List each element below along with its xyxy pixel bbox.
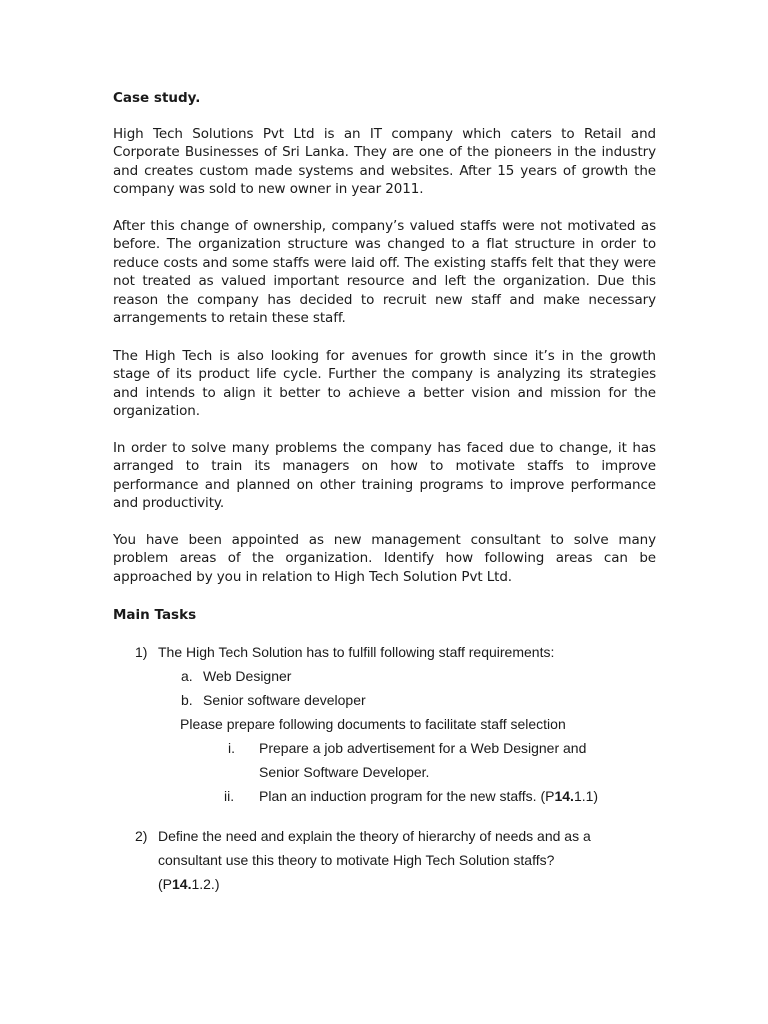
paragraph-intro: High Tech Solutions Pvt Ltd is an IT company which caters to Retail and Corporate Businesses of Sri Lanka. They are one of the pioneers in the industry and creates custom made systems and websites. After 15 years of growth the company was sold to new owner in year 2011. xyxy=(113,126,656,198)
ref-code-rest: 1.2.) xyxy=(191,876,220,892)
criteria-code-rest: 1.1) xyxy=(573,788,599,804)
task-2-line2: consultant use this theory to motivate High Tech Solution staffs? xyxy=(158,852,555,868)
task-2-number: 2) xyxy=(135,828,148,844)
main-tasks-heading: Main Tasks xyxy=(113,607,197,623)
ref-before: (P xyxy=(158,876,172,892)
document-text-line1: Prepare a job advertisement for a Web Designer and xyxy=(259,740,587,756)
document-text-main: Plan an induction program for the new staffs. (P xyxy=(259,788,555,804)
task-2-ref xyxy=(158,872,219,896)
task-1-text: The High Tech Solution has to fulfill following staff requirements: xyxy=(158,644,555,660)
task-2-line1: Define the need and explain the theory of hierarchy of needs and as a xyxy=(158,828,591,844)
task-1-number: 1) xyxy=(135,644,148,660)
sub-item-text: Senior software developer xyxy=(203,692,366,708)
paragraph-ownership: After this change of ownership, company’s valued staffs were not motivated as before. The organization structure was changed to a flat structure in order to reduce costs and some staffs were laid off. The existing staffs felt that they were not treated as valued important resource and left the organization. Due this reason the company has decided to recruit new staff and make necessary arrangements to retain these staff. xyxy=(113,218,656,327)
ref-code-bold: 14. xyxy=(172,876,192,892)
document-text-line2: Senior Software Developer. xyxy=(259,764,430,780)
paragraph-training: In order to solve many problems the company has faced due to change, it has arranged to train its managers on how to motivate staffs to improve performance and planned on other training programs to improve performance and productivity. xyxy=(113,440,656,512)
instruction-text: Please prepare following documents to facilitate staff selection xyxy=(180,716,566,732)
paragraph-consultant: You have been appointed as new management consultant to solve many problem areas of the organization. Identify how following areas can be approached by you in relation to High Tech Solution Pvt Ltd. xyxy=(113,532,656,585)
document-marker: ii. xyxy=(224,788,235,804)
paragraph-growth: The High Tech is also looking for avenues for growth since it’s in the growth stage of its product life cycle. Further the company is analyzing its strategies and intends to align it better to achieve a better vision and mission for the organization. xyxy=(113,348,656,420)
sub-item-marker: b. xyxy=(181,692,193,708)
sub-item-text: Web Designer xyxy=(203,668,292,684)
document-text xyxy=(259,784,598,808)
case-study-heading: Case study. xyxy=(113,90,201,106)
criteria-code-bold: 14. xyxy=(554,788,574,804)
sub-item-marker: a. xyxy=(181,668,193,684)
document-marker: i. xyxy=(228,740,235,756)
